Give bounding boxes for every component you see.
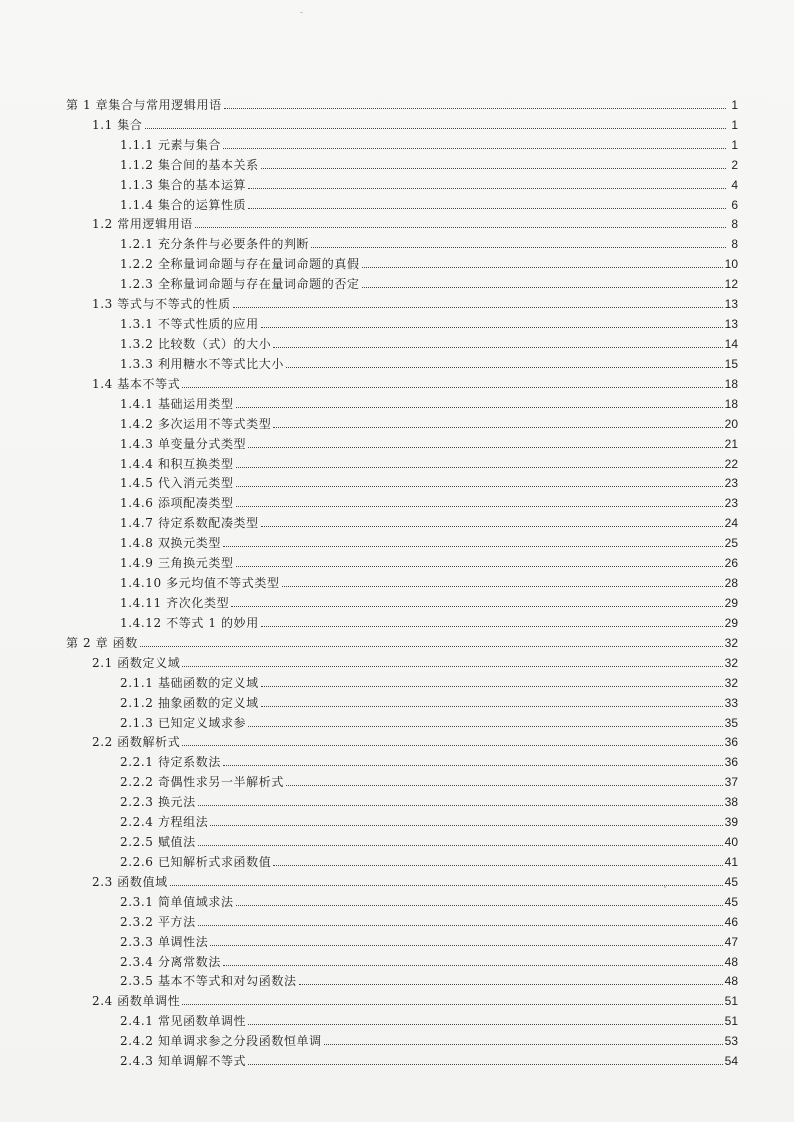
toc-page-number: 32 [724,675,738,690]
toc-entry-label: 2.2.5 赋值法 [120,835,196,850]
dot-leader [195,226,726,228]
toc-subsection-entry[interactable] [66,471,738,491]
toc-entry-label: 1.1.3 集合的基本运算 [120,177,247,192]
toc-subsection-entry[interactable] [66,749,738,769]
dot-leader [236,466,723,468]
toc-subsection-entry[interactable] [66,271,738,291]
toc-page-number: 8 [731,237,738,252]
toc-entry-label: 2.4.3 知单调解不等式 [120,1054,247,1069]
toc-entry-label: 1.2.3 全称量词命题与存在量词命题的否定 [120,277,360,292]
toc-page-number: 23 [724,496,738,511]
toc-page-number: 37 [724,775,738,790]
scan-speck [300,12,303,13]
toc-chapter-entry[interactable] [66,92,738,112]
toc-page-number: 23 [724,476,738,491]
dot-leader [273,864,722,866]
dot-leader [198,804,723,806]
toc-subsection-entry[interactable] [66,849,738,869]
dot-leader [140,645,723,647]
toc-section-entry[interactable] [66,112,738,132]
toc-entry-label: 2.3.4 分离常数法 [120,954,221,969]
dot-leader [236,565,723,567]
dot-leader [273,426,722,428]
toc-page-number: 54 [724,1054,738,1069]
toc-entry-label: 第 2 章 函数 [66,635,138,650]
toc-page-number: 8 [731,217,738,232]
toc-subsection-entry[interactable] [66,152,738,172]
toc-entry-label: 1.3.2 比较数（式）的大小 [120,336,272,351]
toc-entry-label: 1.1.1 元素与集合 [120,137,221,152]
toc-page-number: 15 [724,356,738,371]
toc-page-number: 51 [724,994,738,1009]
toc-entry-label: 1.4.7 待定系数配凑类型 [120,516,259,531]
dot-leader [170,884,723,886]
toc-page-number: 48 [724,974,738,989]
toc-entry-label: 1.4 基本不等式 [92,376,181,391]
toc-entry-label: 2.3.2 平方法 [120,914,196,929]
toc-page-number: 36 [724,755,738,770]
toc-page-number: 10 [724,257,738,272]
dot-leader [261,625,723,627]
toc-entry-label: 第 1 章集合与常用逻辑用语 [66,97,222,112]
dot-leader [223,147,726,149]
toc-entry-label: 2.2.6 已知解析式求函数值 [120,854,272,869]
toc-page-number: 35 [724,715,738,730]
toc-entry-label: 1.3.3 利用糖水不等式比大小 [120,356,284,371]
dot-leader [198,844,723,846]
dot-leader [261,525,723,527]
dot-leader [236,904,723,906]
toc-entry-label: 1.1.2 集合间的基本关系 [120,157,259,172]
dot-leader [282,585,723,587]
toc-page-number: 32 [724,655,738,670]
dot-leader [248,1023,722,1025]
toc-entry-label: 1.1.4 集合的运算性质 [120,197,247,212]
toc-subsection-entry[interactable] [66,610,738,630]
toc-subsection-entry[interactable] [66,132,738,152]
toc-entry-label: 2.3.3 单调性法 [120,934,209,949]
toc-page-number: 45 [724,894,738,909]
toc-page-number: 21 [724,436,738,451]
dot-leader [182,1003,722,1005]
dot-leader [324,1043,723,1045]
toc-subsection-entry[interactable] [66,231,738,251]
toc-entry-label: 2.2.3 换元法 [120,795,196,810]
toc-section-entry[interactable] [66,212,738,232]
toc-subsection-entry[interactable] [66,1028,738,1048]
toc-page-number: 13 [724,297,738,312]
toc-subsection-entry[interactable] [66,670,738,690]
toc-subsection-entry[interactable] [66,949,738,969]
toc-section-entry[interactable] [66,650,738,670]
toc-page-number: 45 [724,874,738,889]
dot-leader [299,983,723,985]
dot-leader [362,266,723,268]
toc-subsection-entry[interactable] [66,809,738,829]
toc-entry-label: 2.1.1 基础函数的定义域 [120,675,259,690]
toc-entry-label: 1.2 常用逻辑用语 [92,217,193,232]
toc-entry-label: 1.4.4 和积互换类型 [120,456,234,471]
toc-section-entry[interactable] [66,730,738,750]
toc-entry-label: 1.4.3 单变量分式类型 [120,436,247,451]
toc-page-number: 33 [724,695,738,710]
toc-entry-label: 2.2.1 待定系数法 [120,755,221,770]
toc-page-number: 18 [724,376,738,391]
dot-leader [210,944,722,946]
toc-page-number: 25 [724,536,738,551]
toc-page-number: 53 [724,1034,738,1049]
toc-page-number: 40 [724,835,738,850]
toc-entry-label: 1.4.10 多元均值不等式类型 [120,576,280,591]
toc-subsection-entry[interactable] [66,1048,738,1068]
toc-page-number: 6 [731,197,738,212]
toc-entry-label: 2.1.3 已知定义域求参 [120,715,247,730]
dot-leader [145,127,727,129]
toc-entry-label: 2.1 函数定义域 [92,655,181,670]
toc-page-number: 2 [731,157,738,172]
toc-chapter-entry[interactable] [66,630,738,650]
toc-page-number: 48 [724,954,738,969]
toc-entry-label: 1.4.8 双换元类型 [120,536,221,551]
toc-entry-label: 1.4.12 不等式 1 的妙用 [120,615,259,630]
toc-subsection-entry[interactable] [66,929,738,949]
toc-page-number: 32 [724,635,738,650]
toc-entry-label: 1.1 集合 [92,117,143,132]
toc-subsection-entry[interactable] [66,251,738,271]
dot-leader [236,406,723,408]
dot-leader [182,665,722,667]
toc-subsection-entry[interactable] [66,710,738,730]
toc-entry-label: 1.4.5 代入消元类型 [120,476,234,491]
dot-leader [231,605,722,607]
toc-page-number: 36 [724,735,738,750]
dot-leader [223,764,723,766]
toc-subsection-entry[interactable] [66,889,738,909]
toc-subsection-entry[interactable] [66,1008,738,1028]
toc-subsection-entry[interactable] [66,909,738,929]
toc-subsection-entry[interactable] [66,590,738,610]
dot-leader [248,187,726,189]
toc-page-number: 18 [724,396,738,411]
toc-page-number: 39 [724,815,738,830]
toc-page-number: 22 [724,456,738,471]
dot-leader [236,505,723,507]
toc-page-number: 13 [724,317,738,332]
toc-page-number: 29 [724,615,738,630]
toc-subsection-entry[interactable] [66,829,738,849]
toc-subsection-entry[interactable] [66,789,738,809]
toc-page-number: 12 [724,277,738,292]
dot-leader [198,924,723,926]
toc-page-number: 1 [731,97,738,112]
toc-page-number: 51 [724,1014,738,1029]
toc-page-number: 46 [724,914,738,929]
dot-leader [261,685,723,687]
toc-page-number: 47 [724,934,738,949]
toc-section-entry[interactable] [66,869,738,889]
toc-entry-label: 1.4.2 多次运用不等式类型 [120,416,272,431]
dot-leader [223,545,723,547]
toc-subsection-entry[interactable] [66,411,738,431]
toc-page-number: 24 [724,516,738,531]
toc-page-number: 38 [724,795,738,810]
toc-subsection-entry[interactable] [66,530,738,550]
toc-page-number: 28 [724,576,738,591]
toc-section-entry[interactable] [66,371,738,391]
dot-leader [261,167,726,169]
dot-leader [182,744,722,746]
dot-leader [311,246,726,248]
toc-subsection-entry[interactable] [66,690,738,710]
toc-entry-label: 1.4.11 齐次化类型 [120,595,230,610]
toc-entry-label: 2.3.5 基本不等式和对勾函数法 [120,974,297,989]
toc-entry-label: 1.3 等式与不等式的性质 [92,297,231,312]
toc-subsection-entry[interactable] [66,550,738,570]
dot-leader [223,964,723,966]
toc-subsection-entry[interactable] [66,570,738,590]
dot-leader [248,207,726,209]
toc-page-number: 1 [731,117,738,132]
dot-leader [248,1063,722,1065]
dot-leader [248,446,722,448]
toc-entry-label: 2.3.1 简单值域求法 [120,894,234,909]
toc-entry-label: 1.4.1 基础运用类型 [120,396,234,411]
dot-leader [273,346,722,348]
dot-leader [261,705,723,707]
dot-leader [233,306,723,308]
toc-entry-label: 2.4.1 常见函数单调性 [120,1014,247,1029]
toc-page-number: 41 [724,854,738,869]
toc-page-number: 1 [731,137,738,152]
toc-page-number: 4 [731,177,738,192]
toc-entry-label: 1.4.6 添项配凑类型 [120,496,234,511]
dot-leader [286,784,723,786]
toc-entry-label: 1.4.9 三角换元类型 [120,556,234,571]
toc-subsection-entry[interactable] [66,510,738,530]
toc-subsection-entry[interactable] [66,769,738,789]
toc-subsection-entry[interactable] [66,451,738,471]
toc-subsection-entry[interactable] [66,490,738,510]
toc-page-number: 20 [724,416,738,431]
toc-entry-label: 2.1.2 抽象函数的定义域 [120,695,259,710]
toc-entry-label: 2.2.4 方程组法 [120,815,209,830]
dot-leader [182,386,722,388]
toc-entry-label: 1.3.1 不等式性质的应用 [120,317,259,332]
toc-entry-label: 2.3 函数值域 [92,874,168,889]
toc-subsection-entry[interactable] [66,172,738,192]
toc-subsection-entry[interactable] [66,969,738,989]
toc-entry-label: 2.2 函数解析式 [92,735,181,750]
toc-subsection-entry[interactable] [66,311,738,331]
toc-subsection-entry[interactable] [66,331,738,351]
dot-leader [286,366,723,368]
dot-leader [261,326,723,328]
toc-section-entry[interactable] [66,291,738,311]
toc-subsection-entry[interactable] [66,391,738,411]
dot-leader [362,286,723,288]
dot-leader [210,824,722,826]
dot-leader [236,485,723,487]
toc-subsection-entry[interactable] [66,192,738,212]
toc-entry-label: 1.2.2 全称量词命题与存在量词命题的真假 [120,257,360,272]
dot-leader [248,725,722,727]
dot-leader [224,107,726,109]
toc-subsection-entry[interactable] [66,351,738,371]
toc-section-entry[interactable] [66,988,738,1008]
toc-entry-label: 2.4 函数单调性 [92,994,181,1009]
toc-page-number: 14 [724,336,738,351]
toc-subsection-entry[interactable] [66,431,738,451]
toc-page-number: 29 [724,595,738,610]
table-of-contents [66,92,738,1068]
toc-entry-label: 2.2.2 奇偶性求另一半解析式 [120,775,284,790]
toc-entry-label: 2.4.2 知单调求参之分段函数恒单调 [120,1034,322,1049]
toc-entry-label: 1.2.1 充分条件与必要条件的判断 [120,237,310,252]
toc-page-number: 26 [724,556,738,571]
